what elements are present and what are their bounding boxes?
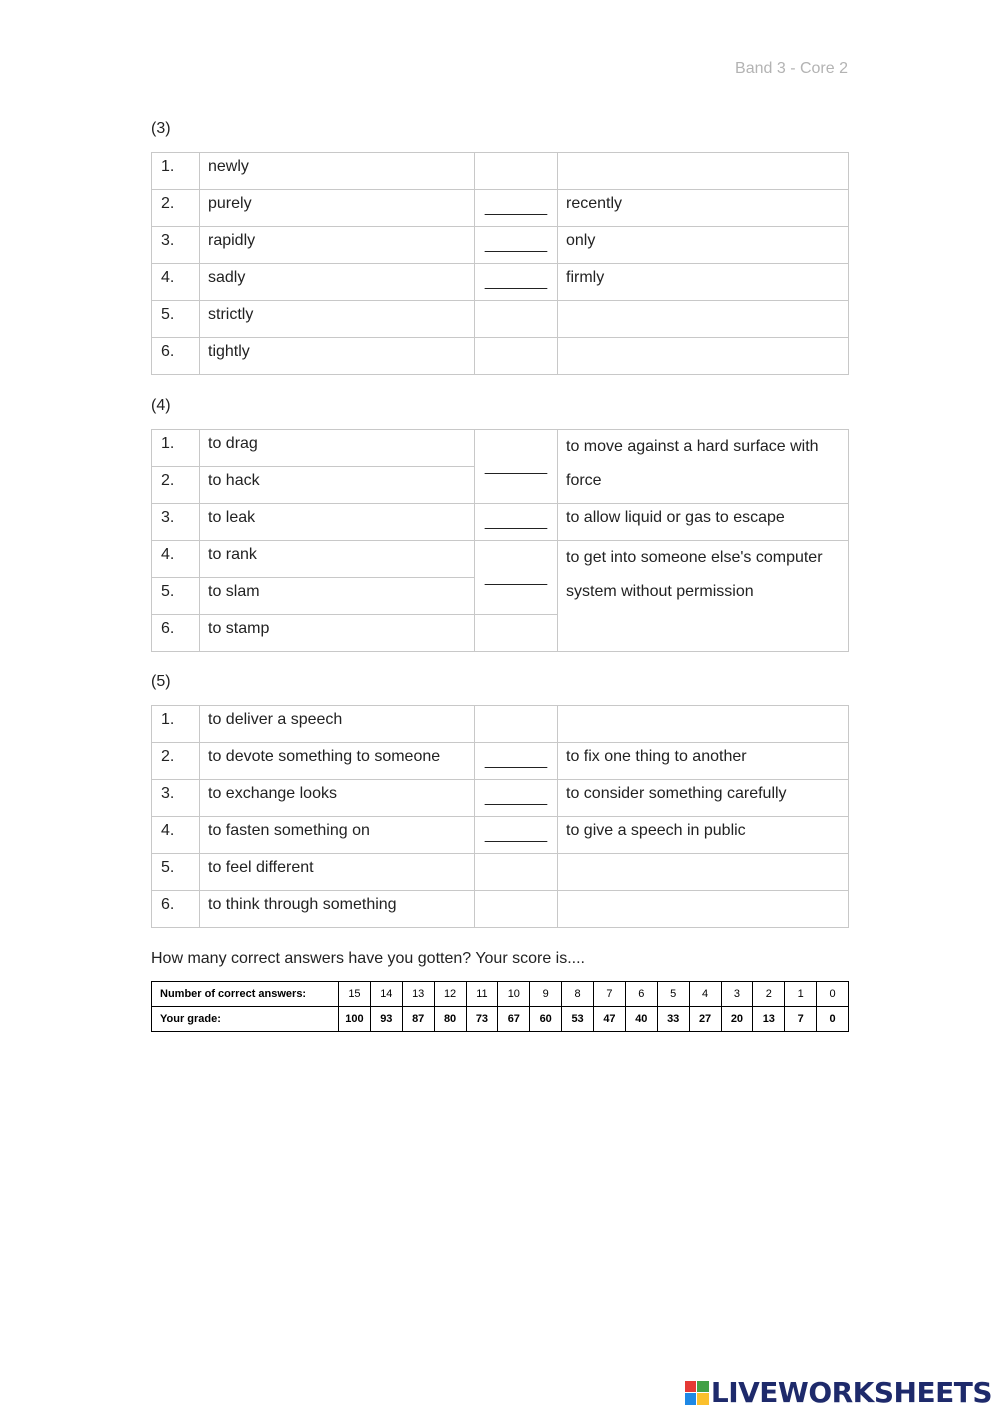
- definition: to consider something carefully: [558, 780, 849, 817]
- table-row: [152, 504, 849, 541]
- grade-value: 73: [466, 1007, 498, 1032]
- definition-empty: [558, 301, 849, 338]
- correct-count: 0: [817, 982, 849, 1007]
- definition: recently: [558, 190, 849, 227]
- term: newly: [200, 153, 475, 190]
- section-label-3: (3): [151, 120, 171, 137]
- table-row: [152, 338, 849, 375]
- table-row: [152, 227, 849, 264]
- row-number: 1.: [152, 153, 200, 190]
- grade-value: 40: [625, 1007, 657, 1032]
- correct-count: 13: [402, 982, 434, 1007]
- row-number: 5.: [152, 854, 200, 891]
- answer-blank[interactable]: _______: [475, 780, 558, 817]
- grade-label: Your grade:: [152, 1007, 339, 1032]
- table-row: [152, 743, 849, 780]
- logo-mark-icon: [685, 1381, 709, 1405]
- grade-value: 33: [657, 1007, 689, 1032]
- liveworksheets-logo[interactable]: [685, 1376, 992, 1409]
- correct-count: 15: [339, 982, 371, 1007]
- row-number: 3.: [152, 780, 200, 817]
- correct-count: 8: [562, 982, 594, 1007]
- grade-value: 80: [434, 1007, 466, 1032]
- definition: to give a speech in public: [558, 817, 849, 854]
- term: to fasten something on: [200, 817, 475, 854]
- definition: only: [558, 227, 849, 264]
- table-row: [152, 854, 849, 891]
- term: tightly: [200, 338, 475, 375]
- correct-count: 9: [530, 982, 562, 1007]
- answer-blank-empty: [475, 338, 558, 375]
- row-number: 1.: [152, 430, 200, 467]
- term: to deliver a speech: [200, 706, 475, 743]
- match-table-3: [151, 152, 849, 375]
- row-number: 4.: [152, 817, 200, 854]
- match-table-4: [151, 429, 849, 652]
- row-number: 2.: [152, 743, 200, 780]
- match-table-5: [151, 705, 849, 928]
- table-row: [152, 891, 849, 928]
- row-number: 3.: [152, 227, 200, 264]
- grade-value: 0: [817, 1007, 849, 1032]
- answer-blank[interactable]: _______: [475, 430, 558, 504]
- definition: to get into someone else's computer system without permission: [558, 541, 849, 652]
- correct-count: 12: [434, 982, 466, 1007]
- table-row: [152, 153, 849, 190]
- term: to leak: [200, 504, 475, 541]
- row-number: 5.: [152, 301, 200, 338]
- correct-count: 6: [625, 982, 657, 1007]
- term: rapidly: [200, 227, 475, 264]
- page-header: Band 3 - Core 2: [735, 60, 848, 77]
- table-row: [152, 430, 849, 467]
- row-number: 4.: [152, 541, 200, 578]
- row-number: 4.: [152, 264, 200, 301]
- correct-count: 2: [753, 982, 785, 1007]
- grade-value: 100: [339, 1007, 371, 1032]
- correct-count: 4: [689, 982, 721, 1007]
- answer-blank[interactable]: _______: [475, 190, 558, 227]
- grade-value: 87: [402, 1007, 434, 1032]
- answer-blank-empty: [475, 615, 558, 652]
- answer-blank-empty: [475, 854, 558, 891]
- section-label-4: (4): [151, 397, 171, 414]
- grade-value: 47: [594, 1007, 626, 1032]
- score-question: How many correct answers have you gotten? Your score is....: [151, 950, 585, 967]
- correct-count: 7: [594, 982, 626, 1007]
- definition: to fix one thing to another: [558, 743, 849, 780]
- definition-empty: [558, 891, 849, 928]
- term: to slam: [200, 578, 475, 615]
- correct-count: 11: [466, 982, 498, 1007]
- grade-value: 67: [498, 1007, 530, 1032]
- answer-blank[interactable]: _______: [475, 743, 558, 780]
- term: to feel different: [200, 854, 475, 891]
- grade-value: 93: [370, 1007, 402, 1032]
- term: sadly: [200, 264, 475, 301]
- answer-blank-empty: [475, 301, 558, 338]
- answer-blank[interactable]: _______: [475, 541, 558, 615]
- definition-empty: [558, 706, 849, 743]
- correct-count: 1: [785, 982, 817, 1007]
- section-label-5: (5): [151, 673, 171, 690]
- grade-value: 27: [689, 1007, 721, 1032]
- logo-text: LIVEWORKSHEETS: [710, 1376, 992, 1409]
- correct-count: 10: [498, 982, 530, 1007]
- score-table: [151, 981, 849, 1032]
- term: to exchange looks: [200, 780, 475, 817]
- definition: to move against a hard surface with force: [558, 430, 849, 504]
- correct-answers-label: Number of correct answers:: [152, 982, 339, 1007]
- definition-empty: [558, 338, 849, 375]
- definition: to allow liquid or gas to escape: [558, 504, 849, 541]
- row-number: 5.: [152, 578, 200, 615]
- grade-row: [152, 1007, 849, 1032]
- grade-value: 7: [785, 1007, 817, 1032]
- answer-blank-empty: [475, 153, 558, 190]
- table-row: [152, 706, 849, 743]
- table-row: [152, 264, 849, 301]
- answer-blank[interactable]: _______: [475, 817, 558, 854]
- grade-value: 60: [530, 1007, 562, 1032]
- row-number: 6.: [152, 338, 200, 375]
- row-number: 2.: [152, 467, 200, 504]
- answer-blank[interactable]: _______: [475, 504, 558, 541]
- term: to think through something: [200, 891, 475, 928]
- grade-value: 13: [753, 1007, 785, 1032]
- row-number: 1.: [152, 706, 200, 743]
- term: to hack: [200, 467, 475, 504]
- table-row: [152, 817, 849, 854]
- correct-count: 14: [370, 982, 402, 1007]
- term: to drag: [200, 430, 475, 467]
- table-row: [152, 780, 849, 817]
- term: to devote something to someone: [200, 743, 475, 780]
- grade-value: 53: [562, 1007, 594, 1032]
- term: to rank: [200, 541, 475, 578]
- row-number: 6.: [152, 891, 200, 928]
- table-row: [152, 190, 849, 227]
- definition: firmly: [558, 264, 849, 301]
- answer-blank-empty: [475, 891, 558, 928]
- correct-count: 5: [657, 982, 689, 1007]
- answer-blank[interactable]: _______: [475, 227, 558, 264]
- row-number: 3.: [152, 504, 200, 541]
- grade-value: 20: [721, 1007, 753, 1032]
- term: purely: [200, 190, 475, 227]
- row-number: 2.: [152, 190, 200, 227]
- definition-empty: [558, 854, 849, 891]
- row-number: 6.: [152, 615, 200, 652]
- answer-blank[interactable]: _______: [475, 264, 558, 301]
- correct-answers-row: [152, 982, 849, 1007]
- definition-empty: [558, 153, 849, 190]
- correct-count: 3: [721, 982, 753, 1007]
- table-row: [152, 301, 849, 338]
- term: strictly: [200, 301, 475, 338]
- table-row: [152, 541, 849, 578]
- term: to stamp: [200, 615, 475, 652]
- answer-blank-empty: [475, 706, 558, 743]
